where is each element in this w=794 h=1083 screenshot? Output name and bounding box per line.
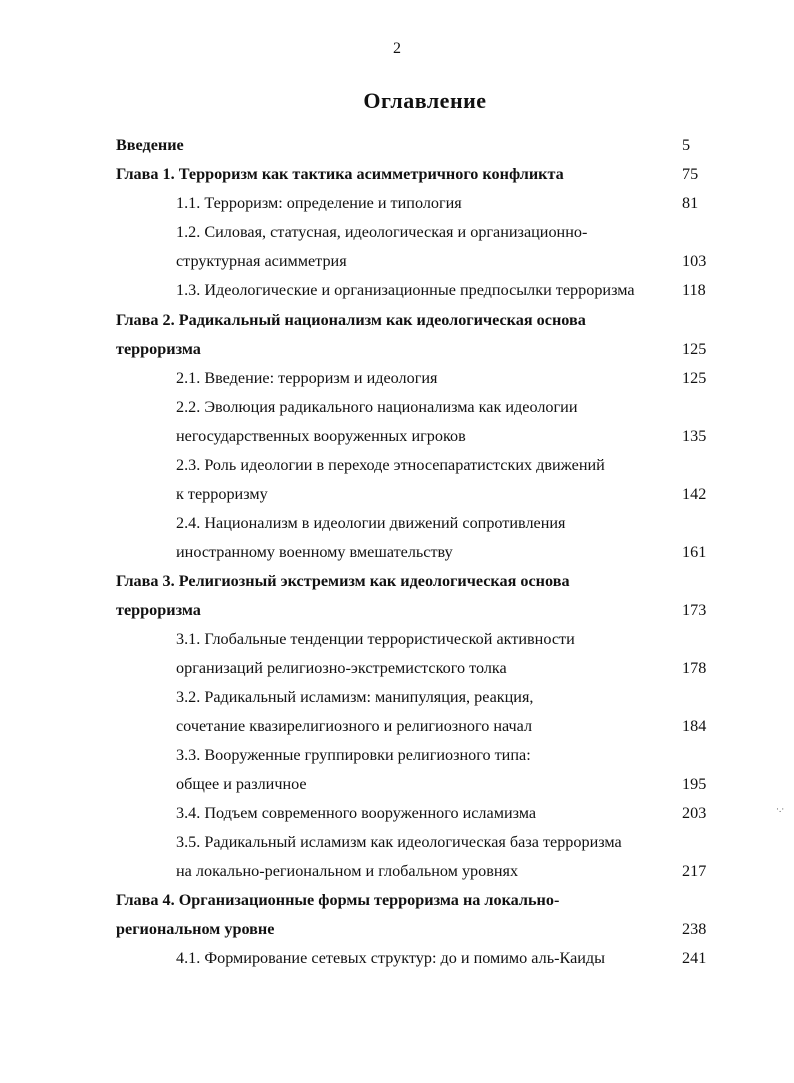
toc-entry-page: 5 [682, 136, 691, 154]
toc-entry-text: Глава 1. Терроризм как тактика асимметричного конфликта [116, 165, 564, 183]
toc-entry-text: 2.3. Роль идеологии в переходе этносепаратистских движений [176, 456, 605, 474]
toc-entry-text: общее и различное [176, 775, 307, 793]
toc-entry-page: 142 [682, 485, 707, 503]
toc-entry-text: 1.2. Силовая, статусная, идеологическая и организационно- [176, 223, 588, 241]
toc-entry-page: 195 [682, 775, 707, 793]
toc-entry-text: 1.3. Идеологические и организационные предпосылки терроризма [176, 281, 635, 299]
toc-entry-text: региональном уровне [116, 920, 275, 938]
toc-entry-page: 125 [682, 340, 707, 358]
toc-entry-text: 2.4. Национализм в идеологии движений сопротивления [176, 514, 566, 532]
toc-entry-text: на локально-региональном и глобальном уровнях [176, 862, 519, 880]
toc-entry-text: 2.1. Введение: терроризм и идеология [176, 369, 438, 387]
toc-entry-text: организаций религиозно-экстремистского толка [176, 659, 507, 677]
toc-entry-text: Глава 3. Религиозный экстремизм как идеологическая основа [116, 572, 570, 590]
toc-entry-text: 3.4. Подъем современного вооруженного исламизма [176, 804, 537, 822]
toc-entry-page: 173 [682, 601, 707, 619]
toc-entry-page: 241 [682, 949, 707, 967]
toc-entry-page: 125 [682, 369, 707, 387]
page-title: Оглавление [363, 88, 487, 113]
toc-entry-text: Введение [116, 136, 184, 154]
toc-entry-text: Глава 4. Организационные формы терроризма на локально- [116, 891, 560, 909]
toc-entry-text: 2.2. Эволюция радикального национализма как идеологии [176, 398, 578, 416]
toc-entry-page: 238 [682, 920, 707, 938]
toc-entry-text: терроризма [116, 601, 201, 619]
toc-entry-page: 81 [682, 194, 699, 212]
toc-entry-text: 1.1. Терроризм: определение и типология [176, 194, 462, 212]
toc-entry-text: иностранному военному вмешательству [176, 543, 453, 561]
toc-entry-page: 135 [682, 427, 707, 445]
toc-entry-text: Глава 2. Радикальный национализм как идеологическая основа [116, 311, 586, 329]
toc-entry-page: 203 [682, 804, 707, 822]
toc-entry-page: 184 [682, 717, 707, 735]
toc-entry-page: 75 [682, 165, 699, 183]
toc-entry-text: негосударственных вооруженных игроков [176, 427, 466, 445]
toc-entry-text: 3.1. Глобальные тенденции террористической активности [176, 630, 575, 648]
toc-entry-page: 178 [682, 659, 707, 677]
toc-entry-page: 217 [682, 862, 707, 880]
page-number: 2 [393, 40, 401, 57]
toc-entry-text: 3.5. Радикальный исламизм как идеологическая база терроризма [176, 833, 622, 851]
toc-entry-page: 161 [682, 543, 707, 561]
toc-entry-text: 4.1. Формирование сетевых структур: до и помимо аль-Каиды [176, 949, 606, 967]
toc-entry-page: 103 [682, 252, 707, 270]
toc-entry-text: сочетание квазирелигиозного и религиозного начал [176, 717, 533, 735]
toc-entry-text: 3.2. Радикальный исламизм: манипуляция, реакция, [176, 688, 534, 706]
toc-entry-text: терроризма [116, 340, 201, 358]
toc-entry-text: к терроризму [176, 485, 268, 503]
toc-entry-page: 118 [682, 281, 706, 299]
toc-entry-text: структурная асимметрия [176, 252, 347, 270]
toc-entry-text: 3.3. Вооруженные группировки религиозного типа: [176, 746, 531, 764]
margin-mark: ·.· [776, 804, 785, 814]
